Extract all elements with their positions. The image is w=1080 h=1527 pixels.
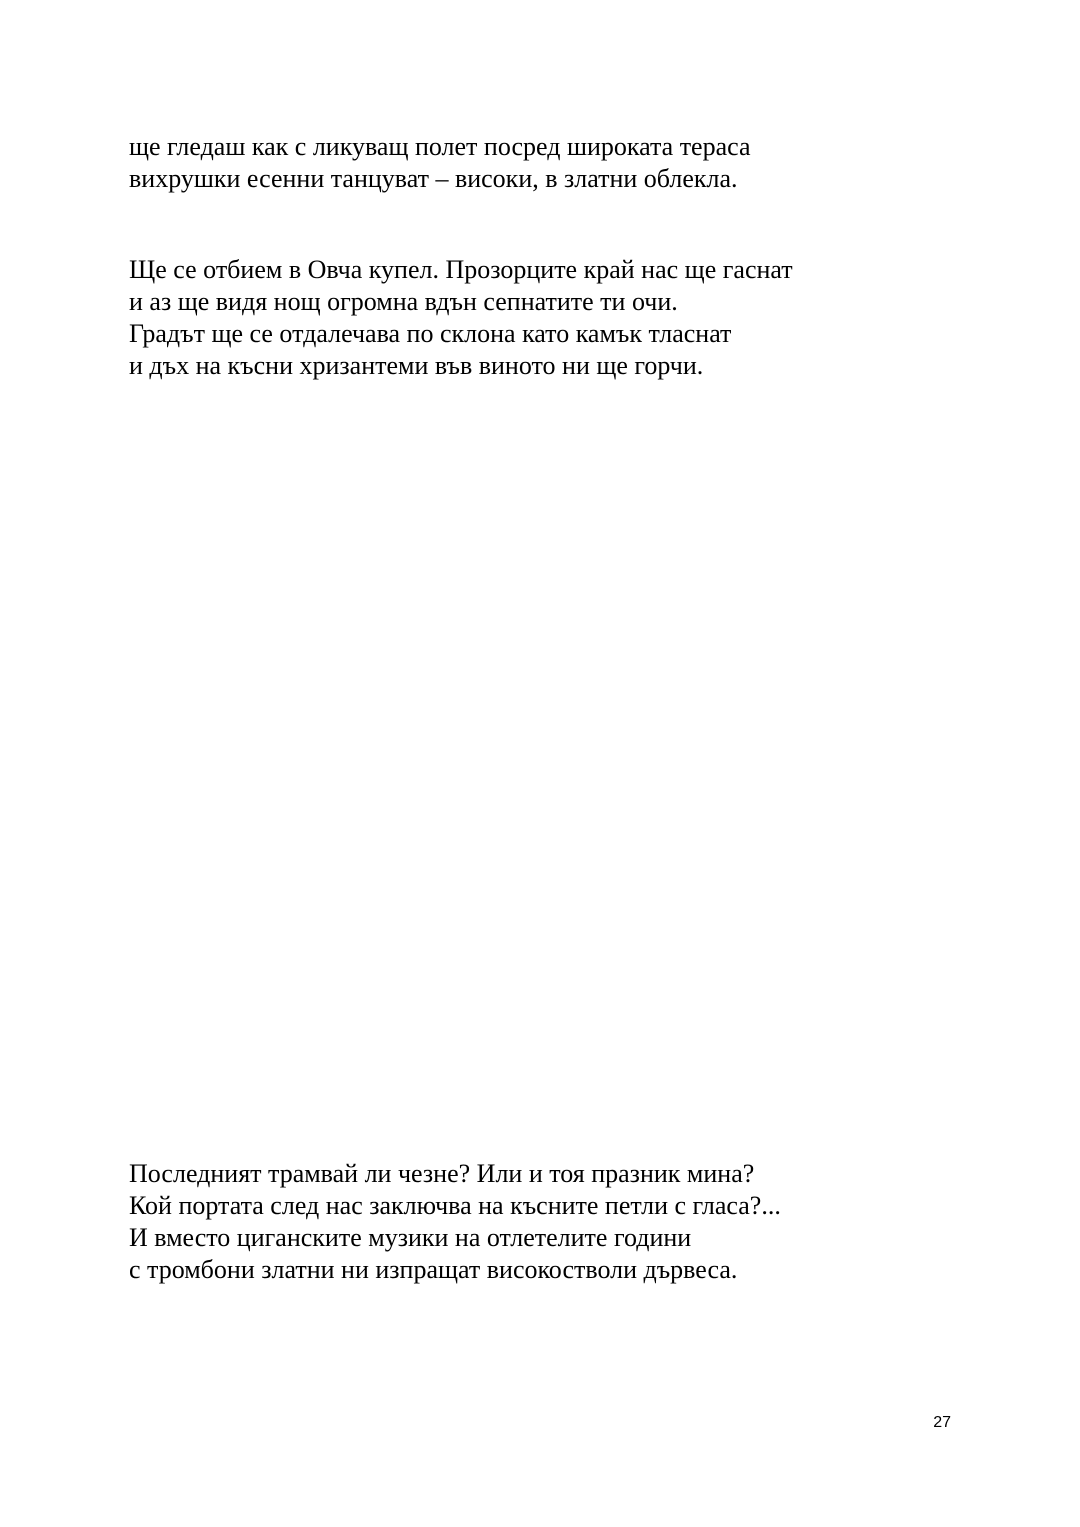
poem-line: Последният трамвай ли чезне? Или и тоя празник мина? xyxy=(129,1159,755,1188)
poem-line: Ще се отбием в Овча купел. Прозорците край нас ще гаснат xyxy=(129,255,793,284)
page-number: 27 xyxy=(933,1414,951,1431)
poem-line: и аз ще видя нощ огромна вдън сепнатите ти очи. xyxy=(129,287,678,316)
stanza-3 xyxy=(129,1158,781,1286)
poem-line: Градът ще се отдалечава по склона като камък тласнат xyxy=(129,319,732,348)
stanza-1 xyxy=(129,131,751,195)
poem-line: ще гледаш как с ликуващ полет посред широката тераса xyxy=(129,132,751,161)
poem-line: с тромбони златни ни изпращат високостволи дървеса. xyxy=(129,1255,738,1284)
poem-line: Кой портата след нас заключва на късните петли с гласа?... xyxy=(129,1191,781,1220)
stanza-2 xyxy=(129,254,793,382)
poem-line: вихрушки есенни танцуват – високи, в златни облекла. xyxy=(129,164,738,193)
poem-line: И вместо циганските музики на отлетелите години xyxy=(129,1223,692,1252)
poem-line: и дъх на късни хризантеми във виното ни ще горчи. xyxy=(129,351,704,380)
